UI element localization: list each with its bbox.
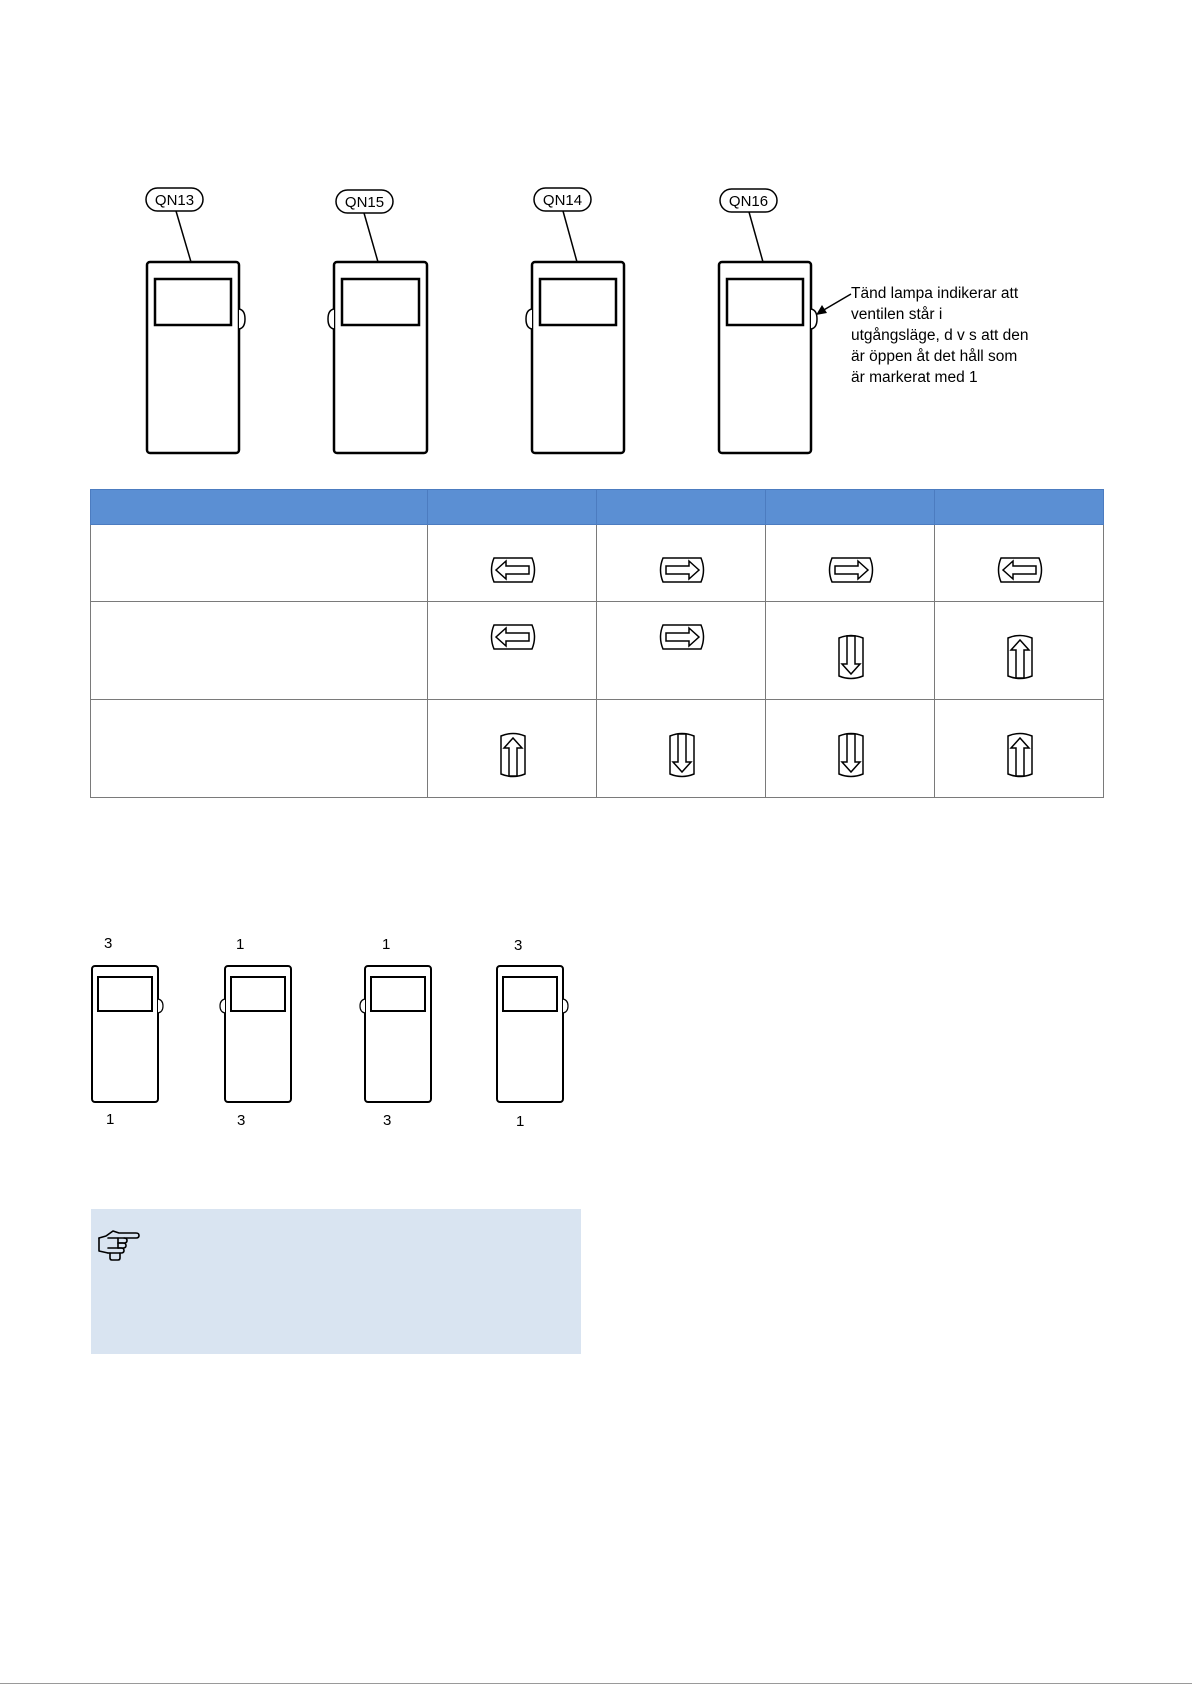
right-arrow-icon — [597, 602, 765, 694]
table-row-label-cell — [91, 525, 428, 602]
left-arrow-icon — [428, 602, 596, 694]
lamp-icon — [563, 999, 568, 1013]
port-label-bottom: 1 — [106, 1111, 115, 1128]
valve-label: QN15 — [344, 194, 385, 211]
valve-position-table — [90, 489, 1104, 798]
port-label-bottom: 1 — [516, 1113, 525, 1130]
pointing-hand-icon — [96, 1228, 142, 1262]
port-valve-1 — [92, 935, 163, 1128]
arrow-cell — [597, 700, 766, 798]
table-row-label-cell — [91, 700, 428, 798]
table-row — [91, 602, 1104, 700]
arrow-cell — [766, 602, 935, 700]
down-arrow-icon — [597, 700, 765, 792]
arrow-cell — [935, 525, 1104, 602]
valve-label: QN13 — [154, 192, 195, 209]
valve-label: QN16 — [728, 193, 769, 210]
arrow-cell — [597, 525, 766, 602]
table-header-cell — [91, 490, 428, 525]
port-valve-3 — [360, 936, 431, 1129]
arrow-cell — [428, 602, 597, 700]
valve-qn15 — [328, 190, 427, 453]
page-bottom-rule — [0, 1683, 1192, 1684]
lamp-icon — [526, 309, 532, 329]
table-header-cell — [935, 490, 1104, 525]
arrow-cell — [935, 700, 1104, 798]
valve-diagram — [0, 0, 1192, 470]
port-label-top: 3 — [514, 937, 523, 954]
table-header-cell — [428, 490, 597, 525]
arrow-cell — [428, 525, 597, 602]
left-arrow-icon — [935, 525, 1103, 596]
table-row — [91, 525, 1104, 602]
valve-qn16 — [719, 189, 817, 453]
right-arrow-icon — [597, 525, 765, 596]
lamp-icon — [811, 309, 817, 329]
callout-line: ventilen står i — [851, 306, 943, 323]
port-valve-2 — [220, 936, 291, 1129]
up-arrow-icon — [935, 700, 1103, 792]
callout-line: utgångsläge, d v s att den — [851, 327, 1029, 344]
arrow-cell — [428, 700, 597, 798]
port-label-bottom: 3 — [383, 1112, 392, 1129]
callout-arrow — [816, 294, 851, 315]
lamp-icon — [239, 309, 245, 329]
table-header-cell — [766, 490, 935, 525]
down-arrow-icon — [766, 602, 934, 694]
down-arrow-icon — [766, 700, 934, 792]
port-label-top: 1 — [236, 936, 245, 953]
lamp-icon — [158, 999, 163, 1013]
up-arrow-icon — [935, 602, 1103, 694]
valve-label: QN14 — [542, 192, 583, 209]
arrow-cell — [766, 525, 935, 602]
table-row — [91, 700, 1104, 798]
port-label-top: 3 — [104, 935, 113, 952]
table-row-label-cell — [91, 602, 428, 700]
callout-line: är markerat med 1 — [851, 369, 978, 386]
port-label-top: 1 — [382, 936, 391, 953]
lamp-icon — [360, 999, 365, 1013]
callout-line: Tänd lampa indikerar att — [851, 285, 1019, 302]
port-diagram — [0, 920, 620, 1140]
lamp-callout-text — [851, 283, 1051, 388]
right-arrow-icon — [766, 525, 934, 596]
port-label-bottom: 3 — [237, 1112, 246, 1129]
arrow-cell — [597, 602, 766, 700]
arrow-cell — [935, 602, 1104, 700]
left-arrow-icon — [428, 525, 596, 596]
port-valve-4 — [497, 937, 568, 1130]
up-arrow-icon — [428, 700, 596, 792]
table-header-cell — [597, 490, 766, 525]
lamp-icon — [328, 309, 334, 329]
valve-qn14 — [526, 188, 624, 453]
table-header-row — [91, 490, 1104, 525]
lamp-icon — [220, 999, 225, 1013]
valve-qn13 — [146, 188, 245, 453]
tip-box — [91, 1209, 581, 1354]
arrow-cell — [766, 700, 935, 798]
callout-line: är öppen åt det håll som — [851, 348, 1018, 365]
